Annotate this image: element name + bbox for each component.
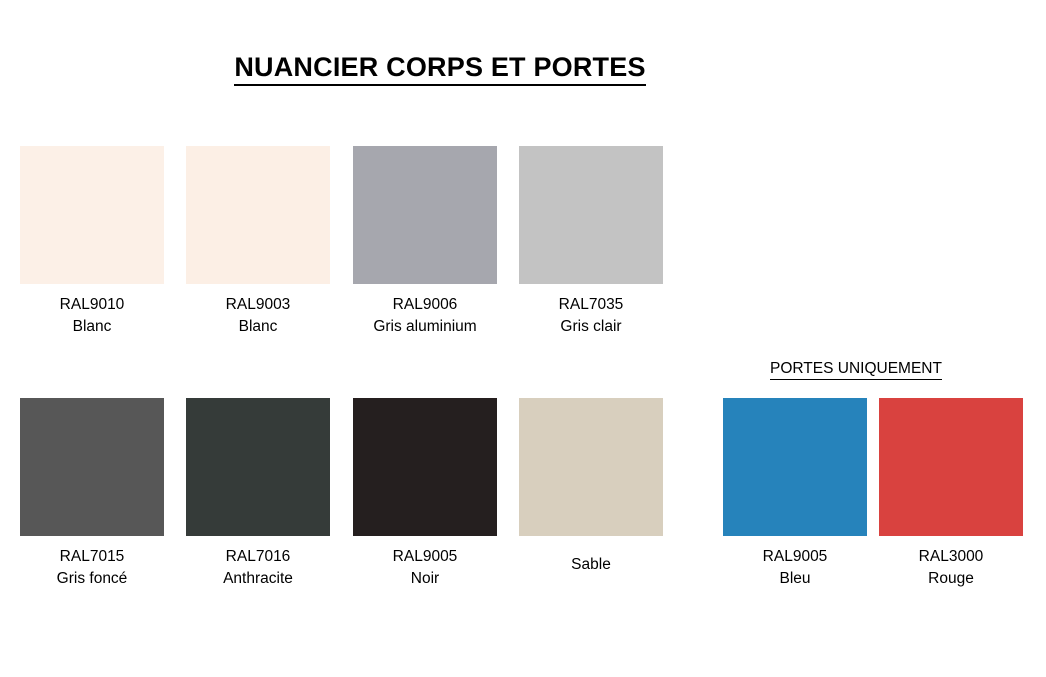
color-chip xyxy=(353,146,497,284)
color-chip xyxy=(353,398,497,536)
swatch-name: Noir xyxy=(410,570,440,588)
swatch-ral9003 xyxy=(186,146,330,339)
swatch-code: RAL9010 xyxy=(59,296,125,313)
swatch-code: RAL7015 xyxy=(59,548,125,565)
color-chip xyxy=(186,398,330,536)
color-chip xyxy=(20,398,164,536)
page-title xyxy=(0,52,880,86)
swatch-name: Bleu xyxy=(779,570,811,588)
swatch-ral9006 xyxy=(353,146,497,339)
swatch-labels xyxy=(186,294,330,339)
color-chip xyxy=(879,398,1023,536)
swatch-labels xyxy=(20,294,164,339)
swatch-labels xyxy=(353,546,497,591)
swatch-name: Gris aluminium xyxy=(373,318,477,336)
swatch-name: Gris foncé xyxy=(56,570,128,588)
swatch-code: RAL9003 xyxy=(225,296,291,313)
swatch-labels xyxy=(519,554,663,576)
color-chip xyxy=(519,146,663,284)
swatch-ral7016 xyxy=(186,398,330,591)
swatch-labels xyxy=(723,546,867,591)
swatch-ral7015 xyxy=(20,398,164,591)
color-chip xyxy=(186,146,330,284)
swatch-name: Blanc xyxy=(238,318,278,336)
swatch-code: RAL9006 xyxy=(392,296,458,313)
swatch-code: RAL7035 xyxy=(558,296,624,313)
swatch-labels xyxy=(519,294,663,339)
swatch-labels xyxy=(353,294,497,339)
page-title-text: NUANCIER CORPS ET PORTES xyxy=(234,52,645,86)
swatch-labels xyxy=(879,546,1023,591)
swatch-code: RAL7016 xyxy=(225,548,291,565)
swatch-bleu xyxy=(723,398,867,591)
swatch-code: RAL9005 xyxy=(392,548,458,565)
swatch-name: Sable xyxy=(571,556,611,573)
swatch-name: Gris clair xyxy=(560,318,622,336)
swatch-name: Blanc xyxy=(72,318,112,336)
swatch-code: RAL9005 xyxy=(762,548,828,565)
swatch-rouge xyxy=(879,398,1023,591)
swatch-ral9005-noir xyxy=(353,398,497,591)
swatch-ral9010 xyxy=(20,146,164,339)
swatch-labels xyxy=(186,546,330,591)
color-chip xyxy=(723,398,867,536)
swatch-code: RAL3000 xyxy=(918,548,984,565)
swatch-ral7035 xyxy=(519,146,663,339)
swatch-name: Rouge xyxy=(928,570,974,588)
swatch-labels xyxy=(20,546,164,591)
section-title-portes-uniquement xyxy=(770,360,942,380)
swatch-sable xyxy=(519,398,663,576)
section-title-text: PORTES UNIQUEMENT xyxy=(770,360,942,380)
swatch-name: Anthracite xyxy=(223,570,293,588)
color-chip xyxy=(519,398,663,536)
color-chip xyxy=(20,146,164,284)
